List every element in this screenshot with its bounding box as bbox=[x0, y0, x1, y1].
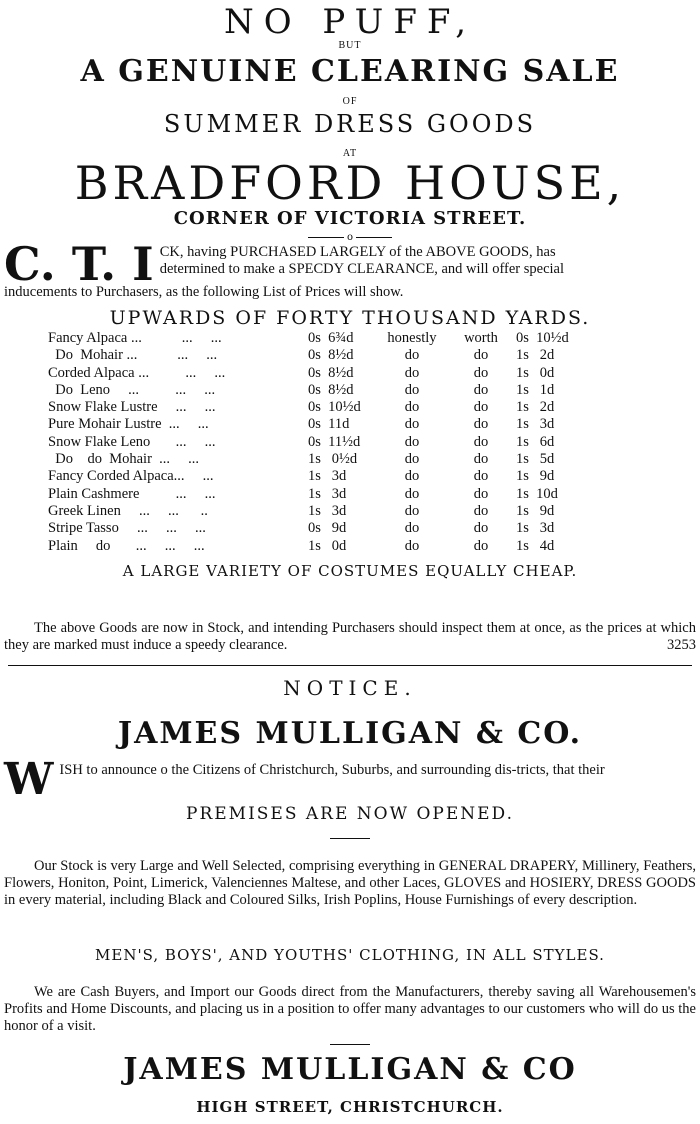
honestly-word: do bbox=[404, 399, 420, 416]
intro-paragraph bbox=[4, 237, 696, 301]
worth-word: do bbox=[473, 347, 489, 364]
item-name: Do do Mohair ... ... bbox=[48, 451, 200, 468]
price-row bbox=[48, 503, 569, 520]
sale-price: 0s 6¾d bbox=[308, 330, 354, 346]
sale-price: 0s 8½d bbox=[308, 381, 354, 398]
honestly-word: do bbox=[404, 364, 420, 381]
worth-word: do bbox=[473, 537, 489, 554]
price-row bbox=[48, 451, 569, 468]
worth-price: 1s 0d bbox=[516, 364, 555, 381]
ad-reference-number: 3253 bbox=[667, 637, 696, 653]
worth-word: worth bbox=[464, 330, 498, 346]
worth-price: 1s 3d bbox=[516, 520, 555, 537]
headline-summer-dress-goods: SUMMER DRESS GOODS bbox=[163, 110, 537, 138]
word-at: AT bbox=[342, 148, 358, 159]
sale-price: 1s 3d bbox=[308, 502, 347, 519]
worth-price: 0s 10½d bbox=[516, 330, 569, 346]
worth-price: 1s 4d bbox=[516, 537, 555, 554]
price-row bbox=[48, 347, 569, 364]
honestly-word: do bbox=[404, 502, 420, 519]
sale-price: 0s 11½d bbox=[308, 433, 361, 450]
intro-line-3: inducements to Purchasers, as the following List of Prices will show. bbox=[4, 284, 404, 300]
worth-word: do bbox=[473, 502, 489, 519]
sale-price: 1s 3d bbox=[308, 485, 347, 502]
headline-clearing-sale: A GENUINE CLEARING SALE bbox=[80, 54, 620, 89]
item-name: Plain Cashmere ... ... bbox=[48, 485, 216, 502]
price-row bbox=[48, 486, 569, 503]
item-name: Do Leno ... ... ... bbox=[48, 381, 216, 398]
price-list-table bbox=[48, 330, 569, 555]
firm-name-footer: JAMES MULLIGAN & CO bbox=[123, 1052, 577, 1087]
intro-line-1: CK, having PURCHASED LARGELY of the ABOVE GOODS, has bbox=[159, 244, 556, 260]
sale-price: 0s 10½d bbox=[308, 399, 361, 416]
worth-word: do bbox=[473, 433, 489, 450]
honestly-word: do bbox=[404, 347, 420, 364]
honestly-word: do bbox=[404, 485, 420, 502]
honestly-word: do bbox=[404, 451, 420, 468]
sale-price: 1s 0½d bbox=[308, 451, 358, 468]
headline-bradford-house: BRADFORD HOUSE, bbox=[74, 156, 626, 210]
item-name: Greek Linen ... ... .. bbox=[48, 502, 208, 519]
intro-line-2: determined to make a SPECDY CLEARANCE, and will offer special bbox=[159, 261, 564, 277]
clothing-line: MEN'S, BOYS', AND YOUTHS' CLOTHING, IN ALL STYLES. bbox=[95, 946, 605, 964]
address-corner-victoria: CORNER OF VICTORIA STREET. bbox=[173, 208, 527, 229]
notice-heading: NOTICE. bbox=[283, 676, 417, 700]
honestly-word: honestly bbox=[387, 330, 437, 346]
premises-opened: PREMISES ARE NOW OPENED. bbox=[186, 804, 514, 824]
dropcap-ct-i: C. T. I bbox=[4, 237, 154, 291]
worth-price: 1s 3d bbox=[516, 416, 555, 433]
item-name: Stripe Tasso ... ... ... bbox=[48, 520, 206, 537]
sale-price: 1s 0d bbox=[308, 537, 347, 554]
sale-price: 0s 8½d bbox=[308, 347, 354, 364]
buyers-paragraph: We are Cash Buyers, and Import our Goods direct from the Manufacturers, thereby saving all Warehousemen's Profits and Home Discounts, and placing us in a position to offer many advantages to our customers who will do us the honor of a visit. bbox=[4, 984, 696, 1034]
item-name: Fancy Corded Alpaca... ... bbox=[48, 468, 214, 485]
worth-word: do bbox=[473, 468, 489, 485]
short-rule-2 bbox=[330, 1044, 370, 1045]
worth-price: 1s 5d bbox=[516, 451, 555, 468]
worth-price: 1s 10d bbox=[516, 485, 558, 502]
street-address: HIGH STREET, CHRISTCHURCH. bbox=[196, 1098, 504, 1116]
sale-price: 1s 3d bbox=[308, 468, 347, 485]
sale-price: 0s 8½d bbox=[308, 364, 354, 381]
worth-word: do bbox=[473, 520, 489, 537]
short-rule-1 bbox=[330, 838, 370, 839]
price-row bbox=[48, 382, 569, 399]
closing-paragraph bbox=[4, 620, 696, 654]
honestly-word: do bbox=[404, 520, 420, 537]
price-row bbox=[48, 365, 569, 382]
item-name: Snow Flake Lustre ... ... bbox=[48, 399, 216, 416]
stock-paragraph: Our Stock is very Large and Well Selected, comprising everything in GENERAL DRAPERY, Millinery, Feathers, Flowers, Honiton, Point, Limerick, Valenciennes Maltese, and other Laces, GLOVES and HOSIERY, DRESS GOODS in every material, including Black and Coloured Silks, Irish Poplins, House Furnishings of every description. bbox=[4, 858, 696, 908]
price-row bbox=[48, 520, 569, 537]
firm-name-heading: JAMES MULLIGAN & CO. bbox=[117, 716, 583, 751]
worth-price: 1s 2d bbox=[516, 347, 555, 364]
word-but: BUT bbox=[338, 40, 362, 51]
dropcap-w: W bbox=[4, 754, 54, 805]
honestly-word: do bbox=[404, 381, 420, 398]
announce-text: ISH to announce o the Citizens of Christchurch, Suburbs, and surrounding dis-tricts, that their bbox=[59, 762, 605, 778]
worth-price: 1s 9d bbox=[516, 502, 555, 519]
item-name: Pure Mohair Lustre ... ... bbox=[48, 416, 209, 433]
worth-word: do bbox=[473, 485, 489, 502]
sale-price: 0s 9d bbox=[308, 520, 347, 537]
announce-paragraph bbox=[4, 754, 696, 805]
quantity-heading: UPWARDS OF FORTY THOUSAND YARDS. bbox=[109, 307, 591, 329]
section-rule bbox=[8, 665, 692, 666]
price-row bbox=[48, 538, 569, 555]
price-row bbox=[48, 416, 569, 433]
worth-word: do bbox=[473, 399, 489, 416]
item-name: Do Mohair ... ... ... bbox=[48, 347, 218, 364]
price-row bbox=[48, 434, 569, 451]
price-row bbox=[48, 468, 569, 485]
sale-price: 0s 11d bbox=[308, 416, 350, 433]
worth-price: 1s 6d bbox=[516, 433, 555, 450]
worth-word: do bbox=[473, 416, 489, 433]
honestly-word: do bbox=[404, 433, 420, 450]
price-row bbox=[48, 399, 569, 416]
worth-word: do bbox=[473, 381, 489, 398]
worth-price: 1s 9d bbox=[516, 468, 555, 485]
item-name: Snow Flake Leno ... ... bbox=[48, 433, 216, 450]
headline-no-puff: NO PUFF, bbox=[223, 2, 477, 42]
honestly-word: do bbox=[404, 416, 420, 433]
divider-letter: o bbox=[346, 232, 354, 243]
worth-word: do bbox=[473, 364, 489, 381]
item-name: Corded Alpaca ... ... ... bbox=[48, 364, 226, 381]
worth-word: do bbox=[473, 451, 489, 468]
worth-price: 1s 2d bbox=[516, 399, 555, 416]
honestly-word: do bbox=[404, 537, 420, 554]
word-of: OF bbox=[342, 96, 358, 107]
item-name: Plain do ... ... ... bbox=[48, 537, 205, 554]
worth-price: 1s 1d bbox=[516, 381, 555, 398]
item-name: Fancy Alpaca ... ... ... bbox=[48, 330, 222, 346]
honestly-word: do bbox=[404, 468, 420, 485]
price-row bbox=[48, 330, 569, 347]
closing-text: The above Goods are now in Stock, and intending Purchasers should inspect them at once, as the prices at which they are marked must induce a speedy clearance. bbox=[4, 620, 696, 653]
variety-line: A LARGE VARIETY OF COSTUMES EQUALLY CHEAP. bbox=[122, 562, 578, 580]
